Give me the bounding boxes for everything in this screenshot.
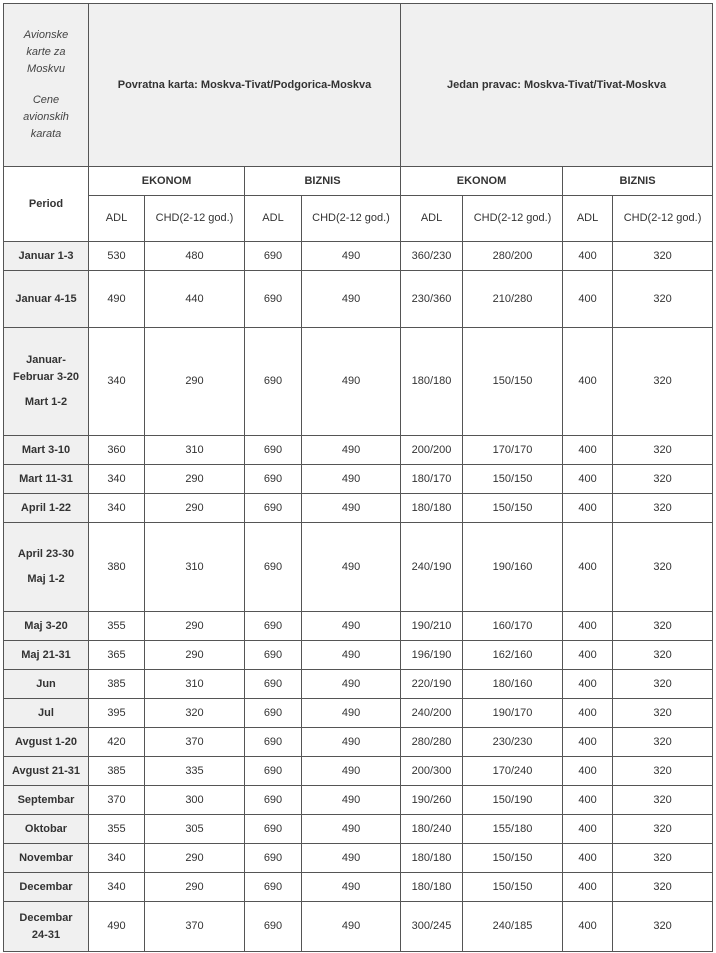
price-cell: 395 [89, 699, 145, 728]
price-cell: 400 [563, 494, 613, 523]
price-cell: 300/245 [401, 902, 463, 952]
price-cell: 400 [563, 815, 613, 844]
price-cell: 690 [245, 757, 302, 786]
price-cell: 690 [245, 699, 302, 728]
price-cell: 355 [89, 612, 145, 641]
price-cell: 310 [145, 436, 245, 465]
table-row [4, 242, 713, 271]
price-cell: 150/190 [463, 786, 563, 815]
price-cell: 220/190 [401, 670, 463, 699]
table-row [4, 699, 713, 728]
price-cell: 690 [245, 786, 302, 815]
oneway-business-header: BIZNIS [563, 167, 713, 196]
price-cell: 320 [613, 436, 713, 465]
price-cell: 280/200 [463, 242, 563, 271]
one-way-route: Moskva-Tivat/Tivat-Moskva [524, 78, 667, 91]
price-cell: 400 [563, 670, 613, 699]
price-cell: 400 [563, 242, 613, 271]
return-economy-header: EKONOM [89, 167, 245, 196]
chd-header: CHD(2-12 god.) [613, 196, 713, 242]
price-cell: 320 [613, 523, 713, 612]
price-cell: 180/180 [401, 873, 463, 902]
price-cell: 490 [302, 873, 401, 902]
chd-header: CHD(2-12 god.) [463, 196, 563, 242]
price-cell: 380 [89, 523, 145, 612]
price-cell: 400 [563, 465, 613, 494]
price-cell: 400 [563, 728, 613, 757]
price-cell: 320 [613, 465, 713, 494]
price-cell: 340 [89, 844, 145, 873]
price-cell: 355 [89, 815, 145, 844]
period-cell: Maj 3-20 [4, 612, 89, 641]
price-cell: 490 [302, 815, 401, 844]
price-cell: 340 [89, 494, 145, 523]
chd-header: CHD(2-12 god.) [145, 196, 245, 242]
table-row [4, 757, 713, 786]
price-cell: 400 [563, 612, 613, 641]
table-row [4, 815, 713, 844]
adl-header: ADL [401, 196, 463, 242]
price-cell: 320 [613, 242, 713, 271]
price-cell: 400 [563, 641, 613, 670]
table-row [4, 612, 713, 641]
price-cell: 440 [145, 271, 245, 328]
period-cell: Maj 21-31 [4, 641, 89, 670]
adl-header: ADL [563, 196, 613, 242]
price-cell: 370 [89, 786, 145, 815]
price-cell: 180/180 [401, 328, 463, 436]
price-cell: 290 [145, 465, 245, 494]
price-cell: 530 [89, 242, 145, 271]
price-cell: 690 [245, 844, 302, 873]
price-cell: 490 [302, 465, 401, 494]
price-cell: 180/160 [463, 670, 563, 699]
price-cell: 420 [89, 728, 145, 757]
table-row [4, 641, 713, 670]
price-cell: 180/170 [401, 465, 463, 494]
table-row [4, 786, 713, 815]
period-cell: Mart 11-31 [4, 465, 89, 494]
return-business-header: BIZNIS [245, 167, 401, 196]
price-cell: 490 [302, 328, 401, 436]
price-cell: 300 [145, 786, 245, 815]
period-header: Period [4, 167, 89, 242]
price-cell: 690 [245, 902, 302, 952]
price-cell: 490 [302, 612, 401, 641]
period-cell: Novembar [4, 844, 89, 873]
price-cell: 190/160 [463, 523, 563, 612]
table-row [4, 328, 713, 436]
price-cell: 490 [302, 523, 401, 612]
price-cell: 290 [145, 612, 245, 641]
price-cell: 320 [613, 328, 713, 436]
price-cell: 320 [613, 641, 713, 670]
price-cell: 190/260 [401, 786, 463, 815]
period-cell: Decembar [4, 873, 89, 902]
price-cell: 320 [145, 699, 245, 728]
price-cell: 310 [145, 670, 245, 699]
price-cell: 400 [563, 873, 613, 902]
period-cell: Jul [4, 699, 89, 728]
period-cell: Avgust 1-20 [4, 728, 89, 757]
price-cell: 320 [613, 786, 713, 815]
price-cell: 690 [245, 436, 302, 465]
period-cell: Januar- Februar 3-20 Mart 1-2 [4, 328, 89, 436]
price-cell: 190/210 [401, 612, 463, 641]
price-cell: 320 [613, 728, 713, 757]
price-cell: 320 [613, 873, 713, 902]
table-caption: Avionske karte za Moskvu Cene avionskih karata [4, 4, 89, 167]
price-cell: 690 [245, 815, 302, 844]
return-trip-title: Povratna karta: [117, 78, 198, 91]
price-cell: 150/150 [463, 465, 563, 494]
price-cell: 690 [245, 494, 302, 523]
price-cell: 320 [613, 670, 713, 699]
price-cell: 150/150 [463, 328, 563, 436]
price-cell: 320 [613, 699, 713, 728]
return-trip-header [89, 4, 401, 167]
price-cell: 490 [302, 699, 401, 728]
price-cell: 490 [302, 844, 401, 873]
price-cell: 690 [245, 670, 302, 699]
fares-table [3, 3, 713, 952]
price-cell: 690 [245, 523, 302, 612]
price-cell: 170/240 [463, 757, 563, 786]
price-cell: 690 [245, 728, 302, 757]
price-cell: 690 [245, 465, 302, 494]
price-cell: 240/200 [401, 699, 463, 728]
price-cell: 340 [89, 465, 145, 494]
price-cell: 320 [613, 757, 713, 786]
chd-header: CHD(2-12 god.) [302, 196, 401, 242]
return-trip-route: Moskva-Tivat/Podgorica-Moskva [200, 78, 372, 91]
period-cell: Oktobar [4, 815, 89, 844]
price-cell: 200/200 [401, 436, 463, 465]
price-cell: 305 [145, 815, 245, 844]
price-cell: 400 [563, 902, 613, 952]
price-cell: 280/280 [401, 728, 463, 757]
price-cell: 690 [245, 612, 302, 641]
price-cell: 150/150 [463, 844, 563, 873]
price-cell: 490 [89, 271, 145, 328]
table-row [4, 436, 713, 465]
price-cell: 690 [245, 328, 302, 436]
table-row [4, 465, 713, 494]
price-cell: 490 [302, 902, 401, 952]
period-cell: Mart 3-10 [4, 436, 89, 465]
price-cell: 290 [145, 873, 245, 902]
passenger-header-row [4, 196, 713, 242]
price-cell: 162/160 [463, 641, 563, 670]
price-cell: 490 [302, 641, 401, 670]
price-cell: 230/360 [401, 271, 463, 328]
period-cell: Jun [4, 670, 89, 699]
class-header-row [4, 167, 713, 196]
price-cell: 400 [563, 436, 613, 465]
table-row [4, 873, 713, 902]
price-cell: 340 [89, 328, 145, 436]
price-cell: 370 [145, 902, 245, 952]
price-cell: 690 [245, 873, 302, 902]
price-cell: 170/170 [463, 436, 563, 465]
price-cell: 490 [302, 757, 401, 786]
price-cell: 400 [563, 844, 613, 873]
period-cell: Januar 1-3 [4, 242, 89, 271]
price-cell: 400 [563, 328, 613, 436]
price-cell: 160/170 [463, 612, 563, 641]
price-cell: 340 [89, 873, 145, 902]
price-cell: 230/230 [463, 728, 563, 757]
price-cell: 180/180 [401, 844, 463, 873]
price-cell: 196/190 [401, 641, 463, 670]
price-cell: 400 [563, 523, 613, 612]
price-cell: 690 [245, 271, 302, 328]
one-way-title: Jedan pravac: [446, 78, 521, 91]
price-cell: 320 [613, 494, 713, 523]
price-cell: 335 [145, 757, 245, 786]
oneway-economy-header: EKONOM [401, 167, 563, 196]
adl-header: ADL [245, 196, 302, 242]
price-cell: 490 [302, 728, 401, 757]
period-cell: Januar 4-15 [4, 271, 89, 328]
period-cell: April 1-22 [4, 494, 89, 523]
price-cell: 320 [613, 844, 713, 873]
price-cell: 180/240 [401, 815, 463, 844]
price-cell: 310 [145, 523, 245, 612]
price-cell: 180/180 [401, 494, 463, 523]
period-cell: Septembar [4, 786, 89, 815]
table-row [4, 844, 713, 873]
price-cell: 480 [145, 242, 245, 271]
table-row [4, 728, 713, 757]
price-cell: 690 [245, 641, 302, 670]
price-cell: 210/280 [463, 271, 563, 328]
price-cell: 320 [613, 902, 713, 952]
price-cell: 320 [613, 271, 713, 328]
period-cell: Decembar 24-31 [4, 902, 89, 952]
price-cell: 385 [89, 670, 145, 699]
price-cell: 490 [302, 271, 401, 328]
price-cell: 365 [89, 641, 145, 670]
price-cell: 490 [302, 242, 401, 271]
price-cell: 290 [145, 328, 245, 436]
price-cell: 490 [302, 786, 401, 815]
price-cell: 240/185 [463, 902, 563, 952]
price-cell: 690 [245, 242, 302, 271]
price-cell: 290 [145, 641, 245, 670]
table-row [4, 523, 713, 612]
price-cell: 360 [89, 436, 145, 465]
price-cell: 240/190 [401, 523, 463, 612]
table-row [4, 670, 713, 699]
price-cell: 385 [89, 757, 145, 786]
price-cell: 490 [302, 670, 401, 699]
price-cell: 155/180 [463, 815, 563, 844]
period-cell: Avgust 21-31 [4, 757, 89, 786]
price-cell: 400 [563, 699, 613, 728]
table-row [4, 494, 713, 523]
price-cell: 490 [89, 902, 145, 952]
price-cell: 190/170 [463, 699, 563, 728]
price-cell: 400 [563, 757, 613, 786]
table-row [4, 271, 713, 328]
price-cell: 290 [145, 494, 245, 523]
price-cell: 290 [145, 844, 245, 873]
price-cell: 400 [563, 786, 613, 815]
table-row [4, 902, 713, 952]
price-cell: 360/230 [401, 242, 463, 271]
price-cell: 400 [563, 271, 613, 328]
price-cell: 490 [302, 436, 401, 465]
price-cell: 150/150 [463, 494, 563, 523]
title-row [4, 4, 713, 167]
period-cell: April 23-30 Maj 1-2 [4, 523, 89, 612]
price-cell: 320 [613, 815, 713, 844]
price-cell: 320 [613, 612, 713, 641]
price-cell: 370 [145, 728, 245, 757]
price-cell: 490 [302, 494, 401, 523]
one-way-header [401, 4, 713, 167]
adl-header: ADL [89, 196, 145, 242]
price-cell: 150/150 [463, 873, 563, 902]
price-cell: 200/300 [401, 757, 463, 786]
